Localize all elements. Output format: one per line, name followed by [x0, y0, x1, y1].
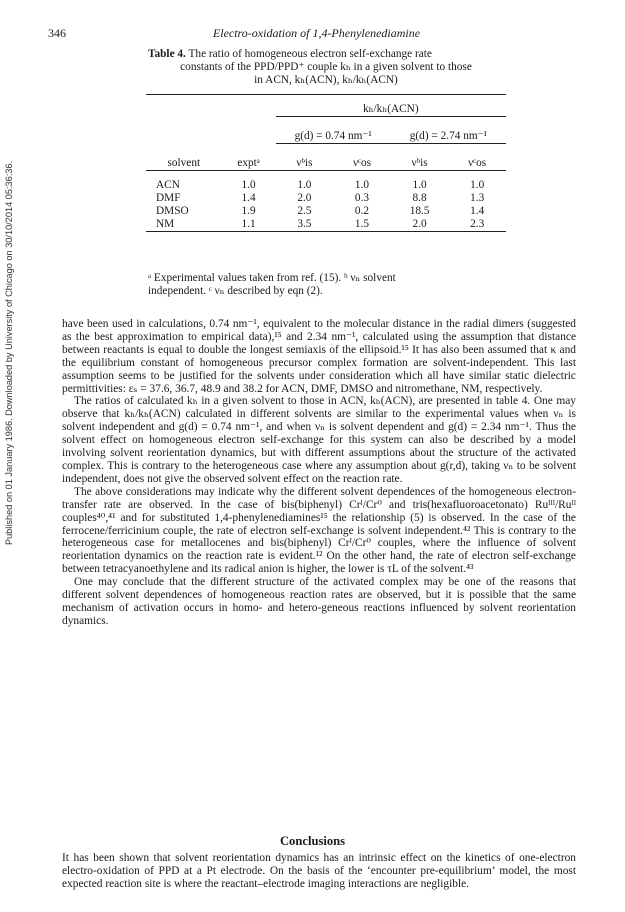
- running-title: Electro-oxidation of 1,4-Phenylenediamine: [212, 26, 421, 40]
- table-subgroup-1: g(d) = 0.74 nm⁻¹: [294, 129, 372, 142]
- table-cell: DMSO: [156, 204, 189, 217]
- data-table: [146, 94, 506, 236]
- table-header-cell: νᶜos: [468, 156, 487, 169]
- body-paragraph: The above considerations may indicate why the different solvent dependences of the homogeneous electron-transfer rate are observed. In the case of bis(biphenyl) Crᴵ/Cr⁰ and tris(hexafluoroacetonato) Ruᴵᴵᴵ/Ruᴵᴵ couples⁴⁰,⁴¹ and for substituted 1,4-phenylenediamines¹⁵ the relationship (5) is observed. In the case of the ferrocene/ferricinium couple, the rate of electron self-exchange is solvent independent.⁴² This is contrary to the heterogeneous case for metallocenes and bis(biphenyl) Crᴵ/Cr⁰ couples, where the influence of solvent reorientation dynamics on the reaction rate is evident.¹² On the other hand, the rate of electron self-exchange between tetracyanoethylene and its radical anion is higher, the lower is τL of the solvent.⁴³: [62, 485, 576, 576]
- table-cell: 0.3: [354, 191, 370, 204]
- table-cell: 2.3: [470, 217, 485, 230]
- table-footnote-line-1: ᵃ Experimental values taken from ref. (15). ᵇ νₙ solvent: [148, 272, 396, 284]
- table-caption-line-3: in ACN, kₕ(ACN), kₕ/kₕ(ACN): [254, 74, 398, 86]
- table-row: [146, 218, 506, 232]
- table-header-cell: solvent: [167, 156, 201, 169]
- body-text: [62, 318, 576, 628]
- section-heading: Conclusions: [279, 834, 346, 848]
- table-header-cell: exptᵃ: [237, 156, 260, 169]
- table-cell: 1.0: [297, 178, 312, 191]
- table-cell: 1.4: [470, 204, 485, 217]
- table-row: [146, 192, 506, 205]
- table-label: Table 4.: [148, 48, 186, 60]
- body-paragraph: have been used in calculations, 0.74 nm⁻¹, equivalent to the molecular distance in the radial dimers (suggested as the best approximation to empirical data),¹⁵ and 2.34 nm⁻¹, calculated using the assumption that distance between reactants is equal to double the longest semiaxis of the ellipsoid.¹⁵ It has also been assumed that κ and the equilibrium constant of homogeneous precursor complex formation are solvent-independent. This last assumption seems to be justified for the solvents under consideration which all have similar static dielectric permittivities: εₛ = 37.6, 36.7, 48.9 and 38.2 for ACN, DMF, DMSO and nitromethane, NM, respectively.: [62, 318, 576, 395]
- table-cell: 2.0: [297, 191, 312, 204]
- table-cell: NM: [156, 217, 175, 230]
- table-subgroup-row: [146, 130, 506, 144]
- table-header-cell: νᵇis: [411, 156, 428, 169]
- table-cell: 1.1: [241, 217, 256, 230]
- body-paragraph: The ratios of calculated kₕ in a given solvent to those in ACN, kₕ(ACN), are presented in table 4. One may observe that kₕ/kₕ(ACN) calculated in different solvents are similar to the experimental values when νₙ is solvent independent and g(d) = 0.74 nm⁻¹, and when νₙ is solvent dependent and g(d) = 2.34 nm⁻¹. Thus the solvent effect on homogeneous electron self-exchange for this system can also be described by a model involving solvent reorientation dynamics, but with different assumptions about the structure of the activated complex. This is contrary to the heterogeneous case where any assumption about g(r,d), taking νₙ to be solvent independent, does not give the observed solvent effect on the reaction rate.: [62, 395, 576, 485]
- table-row: [146, 179, 506, 192]
- table-cell: 1.0: [354, 178, 370, 191]
- table-cell: 1.4: [241, 191, 256, 204]
- table-group-header: kₕ/kₕ(ACN): [363, 103, 419, 115]
- table-header-row: [146, 157, 506, 171]
- table-header-cell: νᵇis: [296, 156, 313, 169]
- table-cell: 1.5: [354, 217, 370, 230]
- table-caption-line-2: constants of the PPD/PPD⁺ couple kₕ in a given solvent to those: [180, 61, 472, 73]
- table-cell: 0.2: [354, 204, 370, 217]
- table-subgroup-2: g(d) = 2.74 nm⁻¹: [409, 129, 487, 142]
- table-cell: 3.5: [297, 217, 312, 230]
- download-watermark-text: Published on 01 January 1986. Downloaded by University of Chicago on 30/10/2014 05:36:36.: [4, 160, 14, 546]
- table-cell: 2.5: [297, 204, 312, 217]
- table-cell: DMF: [156, 191, 181, 204]
- conclusions-paragraph: It has been shown that solvent reorientation dynamics has an intrinsic effect on the kinetics of one-electron electro-oxidation of PPD at a Pt electrode. On the basis of the ‘encounter pre-equilibrium’ model, the most expected reaction site is where the reactant–electrode imaging interactions are negligible.: [62, 852, 576, 890]
- download-watermark: [2, 118, 16, 588]
- table-cell: 1.9: [241, 204, 256, 217]
- table-cell: 18.5: [409, 204, 430, 217]
- table-cell: 1.0: [470, 178, 485, 191]
- table-cell: 2.0: [412, 217, 427, 230]
- table-footnote: [148, 272, 504, 298]
- table-group-header-row: [146, 103, 506, 117]
- table-row: [146, 205, 506, 218]
- table-caption: [148, 48, 504, 87]
- table-cell: 8.8: [412, 191, 427, 204]
- table-cell: ACN: [156, 178, 180, 191]
- table-cell: 1.0: [412, 178, 427, 191]
- table-header-cell: νᶜos: [352, 156, 371, 169]
- table-caption-line-1: The ratio of homogeneous electron self-exchange rate: [188, 48, 432, 60]
- body-paragraph: One may conclude that the different structure of the activated complex may be one of the reasons that different solvent dependences of homogeneous reaction rates are observed, but it is possible that the same mechanism of activation occurs in homo- and hetero-geneous reactions influenced by solvent reorientation dynamics.: [62, 576, 576, 627]
- conclusions-text: [62, 852, 576, 891]
- table-cell: 1.3: [470, 191, 485, 204]
- table-cell: 1.0: [241, 178, 256, 191]
- page-number: 346: [48, 26, 66, 40]
- page-header: [48, 26, 585, 42]
- table-footnote-line-2: independent. ᶜ νₙ described by eqn (2).: [148, 285, 323, 297]
